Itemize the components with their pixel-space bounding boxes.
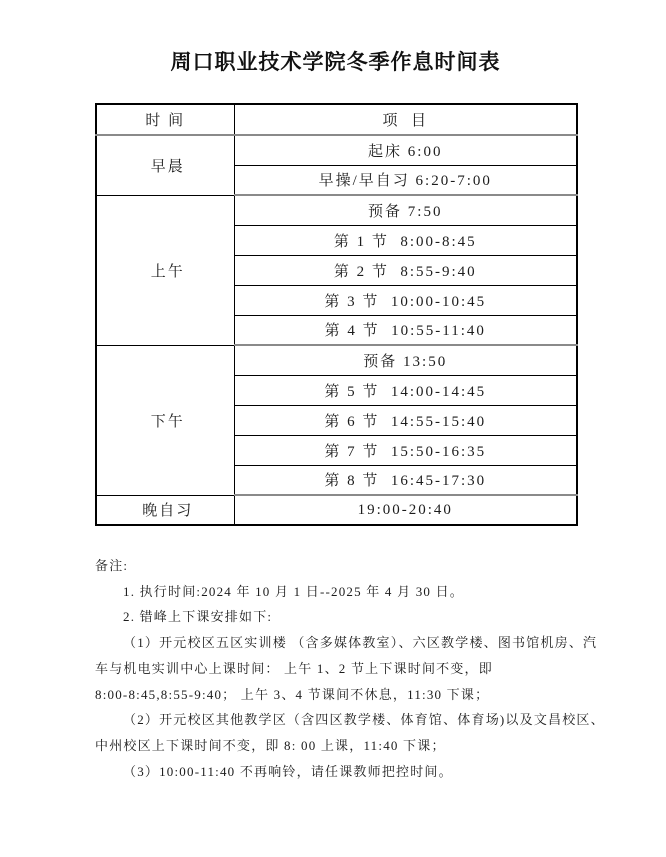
schedule-item-cell: 第 6 节 14:55-15:40 xyxy=(234,405,577,435)
time-period-cell: 下午 xyxy=(96,345,234,495)
time-period-cell: 上午 xyxy=(96,195,234,345)
schedule-item-cell: 第 8 节 16:45-17:30 xyxy=(234,465,577,495)
note-line: 中州校区上下课时间不变，即 8: 00 上课，11:40 下课； xyxy=(95,737,446,753)
schedule-row xyxy=(96,195,577,225)
schedule-item-cell: 预备 7:50 xyxy=(234,195,577,225)
notes-label: 备注: xyxy=(95,558,129,573)
note-line: 1. 执行时间:2024 年 10 月 1 日--2025 年 4 月 30 日。 xyxy=(123,583,464,599)
document-title: 周口职业技术学院冬季作息时间表 xyxy=(170,50,501,74)
schedule-item-cell: 19:00-20:40 xyxy=(234,495,577,525)
schedule-item-cell: 第 3 节 10:00-10:45 xyxy=(234,285,577,315)
note-line: 2. 错峰上下课安排如下: xyxy=(123,609,273,625)
table-header-row xyxy=(96,104,577,135)
notes-section xyxy=(95,553,605,784)
note-line: 8:00-8:45,8:55-9:40； 上午 3、4 节课间不休息，11:30 下课； xyxy=(95,686,490,702)
notes-lines xyxy=(95,579,605,785)
schedule-item-cell: 第 1 节 8:00-8:45 xyxy=(234,225,577,255)
schedule-table xyxy=(95,103,578,526)
schedule-row xyxy=(96,495,577,525)
schedule-item-cell: 预备 13:50 xyxy=(234,345,577,375)
header-cell-time: 时 间 xyxy=(96,104,234,135)
schedule-item-cell: 第 5 节 14:00-14:45 xyxy=(234,375,577,405)
table-header xyxy=(96,104,577,135)
time-period-cell: 晚自习 xyxy=(96,495,234,525)
note-line: （3）10:00-11:40 不再响铃，请任课教师把控时间。 xyxy=(123,763,453,779)
schedule-row xyxy=(96,135,577,165)
schedule-item-cell: 第 2 节 8:55-9:40 xyxy=(234,255,577,285)
schedule-item-cell: 早操/早自习 6:20-7:00 xyxy=(234,165,577,195)
note-line: （2）开元校区其他教学区（含四区教学楼、体育馆、体育场)以及文昌校区、 xyxy=(123,712,605,728)
schedule-row xyxy=(96,345,577,375)
header-cell-item: 项 目 xyxy=(234,104,577,135)
schedule-table-body xyxy=(96,135,577,525)
note-line: 车与机电实训中心上课时间： 上午 1、2 节上下课时间不变，即 xyxy=(95,660,493,676)
time-period-cell: 早晨 xyxy=(96,135,234,195)
schedule-item-cell: 第 7 节 15:50-16:35 xyxy=(234,435,577,465)
note-line: （1）开元校区五区实训楼 （含多媒体教室）、六区教学楼、图书馆机房、汽 xyxy=(123,635,598,651)
schedule-item-cell: 起床 6:00 xyxy=(234,135,577,165)
schedule-item-cell: 第 4 节 10:55-11:40 xyxy=(234,315,577,345)
